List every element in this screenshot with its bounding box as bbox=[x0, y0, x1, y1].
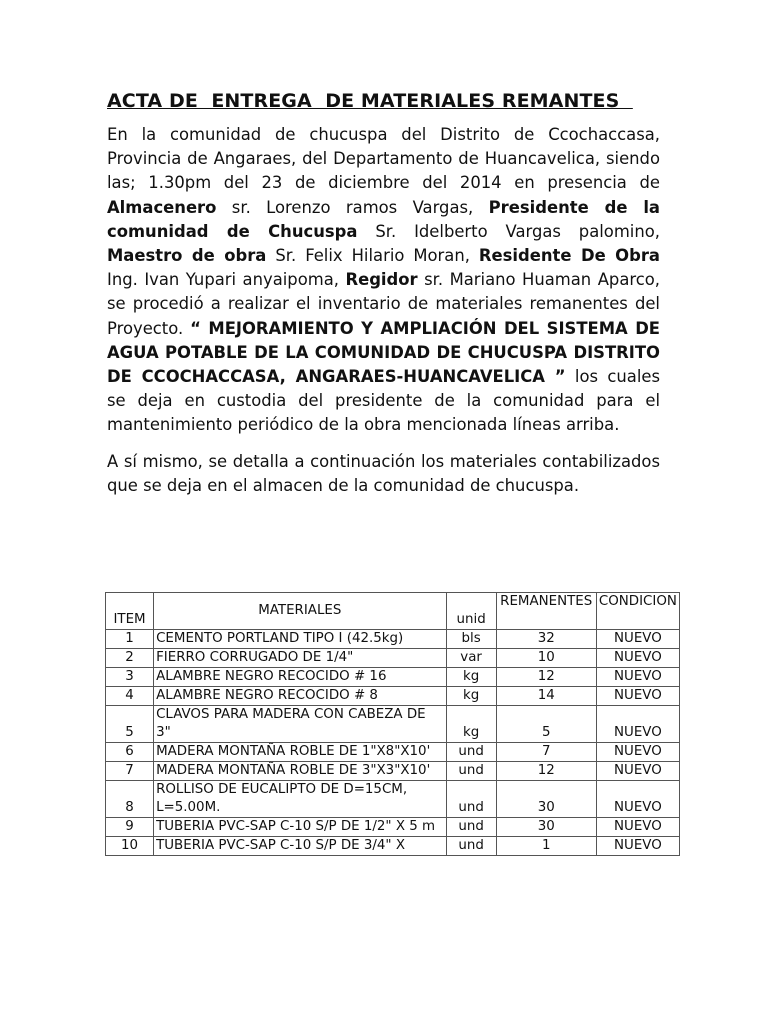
cell-unid: und bbox=[446, 743, 496, 762]
cell-remanentes: 7 bbox=[496, 743, 596, 762]
cell-material: TUBERIA PVC-SAP C-10 S/P DE 3/4" X bbox=[154, 837, 446, 856]
cell-unid: kg bbox=[446, 687, 496, 706]
project-name: “ MEJORAMIENTO Y AMPLIACIÓN DEL SISTEMA DE AGUA POTABLE DE LA COMUNIDAD DE CHUCUSPA DISTRITO DE CCOCHACCASA, ANGARAES-HUANCAVELICA ” bbox=[107, 318, 661, 387]
table-row bbox=[106, 781, 680, 818]
bold-role-regidor: Regidor bbox=[345, 270, 418, 290]
cell-remanentes: 30 bbox=[496, 781, 596, 818]
table-row bbox=[106, 687, 680, 706]
header-materiales: MATERIALES bbox=[154, 593, 446, 630]
cell-condicion: NUEVO bbox=[596, 668, 679, 687]
cell-item: 10 bbox=[106, 837, 154, 856]
cell-remanentes: 32 bbox=[496, 630, 596, 649]
cell-remanentes: 12 bbox=[496, 762, 596, 781]
document-page bbox=[107, 90, 660, 498]
cell-condicion: NUEVO bbox=[596, 762, 679, 781]
header-unid: unid bbox=[446, 593, 496, 630]
cell-material: CLAVOS PARA MADERA CON CABEZA DE 3" bbox=[154, 706, 446, 743]
cell-material: ALAMBRE NEGRO RECOCIDO # 16 bbox=[154, 668, 446, 687]
cell-material: MADERA MONTAÑA ROBLE DE 1"X8"X10' bbox=[154, 743, 446, 762]
table-row bbox=[106, 743, 680, 762]
cell-remanentes: 12 bbox=[496, 668, 596, 687]
text-segment: los cuales se deja en custodia del presidente de la comunidad para el mantenimiento periódico de la obra mencionada líneas arriba. bbox=[107, 367, 660, 435]
cell-condicion: NUEVO bbox=[596, 706, 679, 743]
text-segment: sr. Lorenzo ramos Vargas, bbox=[216, 197, 489, 217]
cell-unid: und bbox=[446, 781, 496, 818]
second-paragraph: A sí mismo, se detalla a continuación los materiales contabilizados que se deja en el almacen de la comunidad de chucuspa. bbox=[107, 451, 660, 495]
text-segment: sr. Mariano Huaman Aparco, se procedió a realizar el inventario de materiales remanentes del Proyecto. bbox=[107, 270, 660, 338]
table-row bbox=[106, 818, 680, 837]
table-row bbox=[106, 706, 680, 743]
header-remanentes: REMANENTES bbox=[496, 593, 596, 630]
cell-item: 4 bbox=[106, 687, 154, 706]
intro-paragraph bbox=[107, 123, 660, 438]
cell-condicion: NUEVO bbox=[596, 649, 679, 668]
cell-item: 5 bbox=[106, 706, 154, 743]
cell-item: 9 bbox=[106, 818, 154, 837]
cell-remanentes: 5 bbox=[496, 706, 596, 743]
cell-item: 1 bbox=[106, 630, 154, 649]
bold-role-maestro: Maestro de obra bbox=[107, 246, 267, 266]
text-segment: En la comunidad de chucuspa del Distrito de Ccochaccasa, Provincia de Angaraes, del Departamento de Huancavelica, siendo las; 1.30pm del 23 de diciembre del 2014 en presencia de bbox=[107, 125, 660, 193]
bold-role-almacenero: Almacenero bbox=[107, 197, 217, 217]
cell-item: 7 bbox=[106, 762, 154, 781]
cell-condicion: NUEVO bbox=[596, 743, 679, 762]
cell-material: FIERRO CORRUGADO DE 1/4" bbox=[154, 649, 446, 668]
table-row bbox=[106, 837, 680, 856]
cell-unid: var bbox=[446, 649, 496, 668]
text-segment: Ing. Ivan Yupari anyaipoma, bbox=[107, 270, 346, 290]
cell-remanentes: 14 bbox=[496, 687, 596, 706]
cell-unid: und bbox=[446, 818, 496, 837]
header-condicion: CONDICION bbox=[596, 593, 679, 630]
cell-material: CEMENTO PORTLAND TIPO I (42.5kg) bbox=[154, 630, 446, 649]
cell-remanentes: 30 bbox=[496, 818, 596, 837]
document-title: ACTA DE ENTREGA DE MATERIALES REMANTES bbox=[107, 90, 633, 112]
cell-condicion: NUEVO bbox=[596, 818, 679, 837]
cell-material: ROLLISO DE EUCALIPTO DE D=15CM, L=5.00M. bbox=[154, 781, 446, 818]
cell-unid: bls bbox=[446, 630, 496, 649]
cell-remanentes: 1 bbox=[496, 837, 596, 856]
cell-item: 2 bbox=[106, 649, 154, 668]
table-header-row bbox=[106, 593, 680, 630]
cell-item: 6 bbox=[106, 743, 154, 762]
cell-condicion: NUEVO bbox=[596, 687, 679, 706]
cell-item: 8 bbox=[106, 781, 154, 818]
cell-material: MADERA MONTAÑA ROBLE DE 3"X3"X10' bbox=[154, 762, 446, 781]
cell-condicion: NUEVO bbox=[596, 630, 679, 649]
table-row bbox=[106, 630, 680, 649]
cell-condicion: NUEVO bbox=[596, 837, 679, 856]
bold-role-presidente: Presidente de la comunidad de Chucuspa bbox=[107, 197, 660, 241]
cell-unid: kg bbox=[446, 668, 496, 687]
cell-material: ALAMBRE NEGRO RECOCIDO # 8 bbox=[154, 687, 446, 706]
cell-condicion: NUEVO bbox=[596, 781, 679, 818]
header-item: ITEM bbox=[106, 593, 154, 630]
bold-role-residente: Residente De Obra bbox=[478, 246, 660, 266]
cell-unid: und bbox=[446, 837, 496, 856]
text-segment: Sr. Felix Hilario Moran, bbox=[266, 246, 479, 266]
materials-table bbox=[105, 592, 680, 856]
cell-unid: kg bbox=[446, 706, 496, 743]
table-row bbox=[106, 762, 680, 781]
table-row bbox=[106, 668, 680, 687]
cell-material: TUBERIA PVC-SAP C-10 S/P DE 1/2" X 5 m bbox=[154, 818, 446, 837]
cell-unid: und bbox=[446, 762, 496, 781]
cell-item: 3 bbox=[106, 668, 154, 687]
text-segment: Sr. Idelberto Vargas palomino, bbox=[357, 221, 660, 241]
table-row bbox=[106, 649, 680, 668]
cell-remanentes: 10 bbox=[496, 649, 596, 668]
